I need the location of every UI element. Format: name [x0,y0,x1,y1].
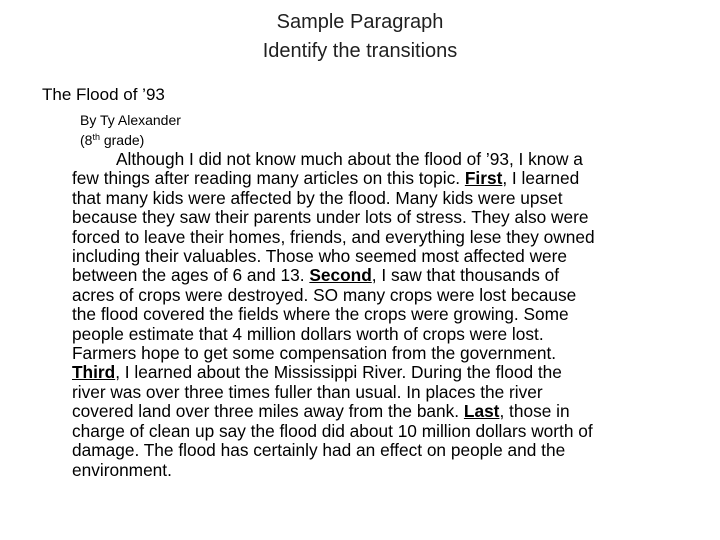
transition-word: Last [463,401,500,422]
paragraph-line: few things after reading many articles on this topic. First, I learned [72,168,580,189]
slide-title-line-2: Identify the transitions [262,40,458,62]
paragraph-line: environment. [72,459,172,480]
essay-paragraph [72,150,692,480]
paragraph-line: river was over three times fuller than usual. In places the river [72,381,543,402]
paragraph-line: Third, I learned about the Mississippi River. During the flood the [72,362,562,383]
transition-word: Second [309,265,372,286]
essay-title: The Flood of ’93 [42,85,165,104]
paragraph-line: that many kids were affected by the flood. Many kids were upset [72,187,563,208]
paragraph-line: the flood covered the fields where the crops were growing. Some [72,304,569,325]
paragraph-line: damage. The flood has certainly had an effect on people and the [72,440,566,461]
essay-byline: By Ty Alexander [80,112,181,128]
slide-title [0,8,720,66]
grade-suffix: grade) [99,132,145,148]
paragraph-line: people estimate that 4 million dollars worth of crops were lost. [72,323,544,344]
paragraph-line: Farmers hope to get some compensation from the government. [72,343,557,364]
paragraph-line: because they saw their parents under lots of stress. They also were [72,207,589,228]
transition-word: Third [72,362,116,383]
paragraph-line: acres of crops were destroyed. SO many crops were lost because [72,284,577,305]
slide-title-line-1: Sample Paragraph [276,11,444,33]
paragraph-line: covered land over three miles away from the bank. Last, those in [72,401,570,422]
paragraph-line: Although I did not know much about the flood of ’93, I know a [116,149,583,169]
paragraph-line: between the ages of 6 and 13. Second, I saw that thousands of [72,265,560,286]
grade-ordinal-suffix: th [92,132,100,142]
paragraph-line: including their valuables. Those who seemed most affected were [72,246,568,267]
paragraph-line: forced to leave their homes, friends, and everything lese they owned [72,226,595,247]
transition-word: First [464,168,503,189]
grade-prefix: (8 [80,132,93,148]
essay-grade [80,130,144,150]
paragraph-line: charge of clean up say the flood did about 10 million dollars worth of [72,420,593,441]
